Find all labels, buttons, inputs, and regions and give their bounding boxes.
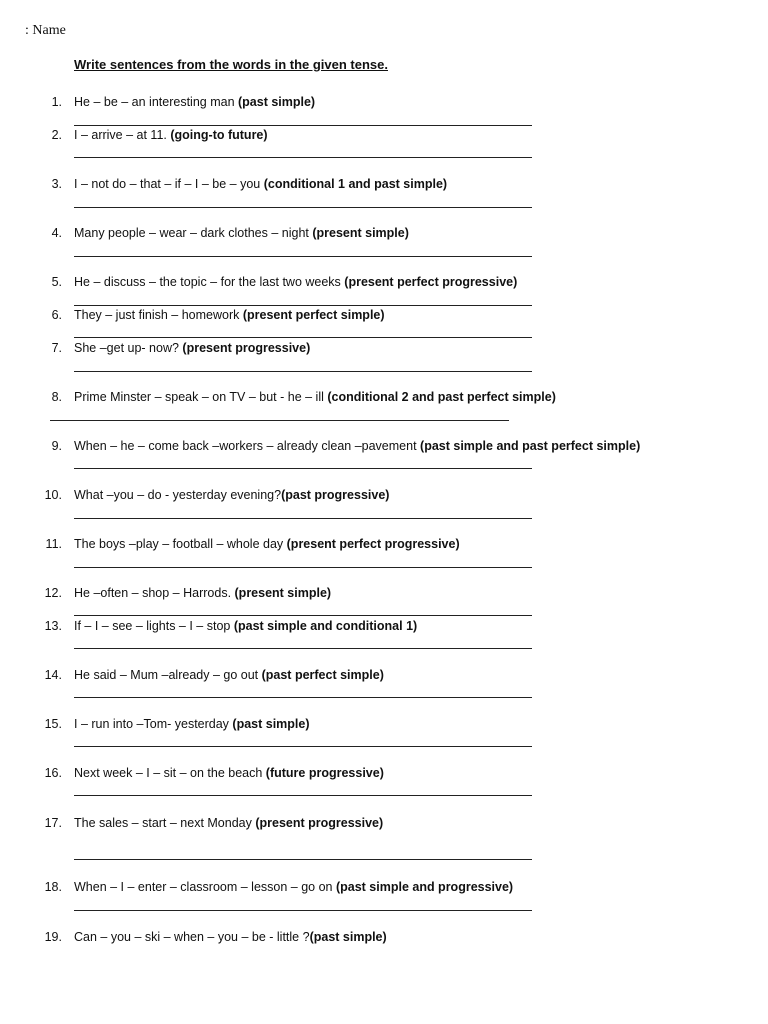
- exercise-tense: (past progressive): [281, 488, 390, 502]
- exercise-tense: (conditional 1 and past simple): [263, 177, 448, 191]
- exercise-number: 16.: [44, 766, 62, 780]
- answer-line[interactable]: [74, 615, 532, 616]
- answer-line[interactable]: [74, 518, 532, 519]
- exercise-words: Next week – I – sit – on the beach: [74, 766, 266, 780]
- worksheet-title: Write sentences from the words in the given tense.: [74, 57, 388, 72]
- answer-line[interactable]: [74, 371, 532, 372]
- exercise-prompt: [74, 439, 640, 453]
- answer-line[interactable]: [74, 648, 532, 649]
- exercise-tense: (conditional 2 and past perfect simple): [327, 390, 556, 404]
- exercise-tense: (past simple): [232, 717, 310, 731]
- exercise-words: What –you – do - yesterday evening?: [74, 488, 282, 502]
- answer-line[interactable]: [74, 157, 532, 158]
- exercise-number: 18.: [44, 880, 62, 894]
- answer-line[interactable]: [74, 697, 532, 698]
- exercise-words: Prime Minster – speak – on TV – but - he – ill: [74, 390, 328, 404]
- exercise-tense: (present progressive): [255, 816, 384, 830]
- exercise-words: When – I – enter – classroom – lesson – go on: [74, 880, 336, 894]
- exercise-tense: (present simple): [234, 586, 332, 600]
- exercise-words: He –often – shop – Harrods.: [74, 586, 235, 600]
- answer-line[interactable]: [74, 207, 532, 208]
- exercise-words: Can – you – ski – when – you – be - little ?: [74, 930, 310, 944]
- exercise-number: 5.: [51, 275, 62, 289]
- exercise-prompt: [74, 488, 389, 502]
- answer-line[interactable]: [74, 910, 532, 911]
- exercise-prompt: [74, 586, 331, 600]
- answer-line[interactable]: [74, 859, 532, 860]
- exercise-prompt: [74, 128, 268, 142]
- exercise-number: 17.: [44, 816, 62, 830]
- answer-line[interactable]: [74, 256, 532, 257]
- exercise-words: The sales – start – next Monday: [74, 816, 256, 830]
- exercise-number: 13.: [44, 619, 62, 633]
- exercise-number: 12.: [44, 586, 62, 600]
- exercise-number: 6.: [51, 308, 62, 322]
- exercise-tense: (present progressive): [182, 341, 311, 355]
- exercise-tense: (going-to future): [170, 128, 268, 142]
- exercise-words: Many people – wear – dark clothes – night: [74, 226, 313, 240]
- exercise-words: They – just finish – homework: [74, 308, 243, 322]
- exercise-prompt: [74, 930, 387, 944]
- exercise-words: I – run into –Tom- yesterday: [74, 717, 233, 731]
- exercise-number: 8.: [51, 390, 62, 404]
- exercise-tense: (future progressive): [265, 766, 384, 780]
- answer-line[interactable]: [50, 420, 509, 421]
- exercise-tense: (past simple and past perfect simple): [420, 439, 641, 453]
- exercise-number: 9.: [51, 439, 62, 453]
- exercise-prompt: [74, 619, 417, 633]
- name-label: : Name: [25, 23, 66, 38]
- exercise-number: 3.: [51, 177, 62, 191]
- answer-line[interactable]: [74, 305, 532, 306]
- exercise-number: 1.: [51, 95, 62, 109]
- answer-line[interactable]: [74, 746, 532, 747]
- exercise-number: 11.: [45, 537, 62, 551]
- exercise-tense: (present perfect simple): [242, 308, 385, 322]
- exercise-prompt: [74, 95, 315, 109]
- exercise-number: 15.: [44, 717, 62, 731]
- exercise-number: 2.: [51, 128, 62, 142]
- exercise-tense: (present perfect progressive): [286, 537, 460, 551]
- exercise-prompt: [74, 390, 556, 404]
- exercise-prompt: [74, 226, 409, 240]
- exercise-tense: (past simple): [238, 95, 316, 109]
- exercise-prompt: [74, 275, 517, 289]
- answer-line[interactable]: [74, 567, 532, 568]
- exercise-tense: (present perfect progressive): [344, 275, 518, 289]
- exercise-prompt: [74, 668, 384, 682]
- exercise-words: I – not do – that – if – I – be – you: [74, 177, 264, 191]
- exercise-number: 10.: [44, 488, 62, 502]
- exercise-number: 4.: [51, 226, 62, 240]
- answer-line[interactable]: [74, 125, 532, 126]
- exercise-prompt: [74, 717, 310, 731]
- exercise-tense: (past simple): [309, 930, 387, 944]
- exercise-words: He said – Mum –already – go out: [74, 668, 262, 682]
- exercise-prompt: [74, 308, 385, 322]
- exercise-words: If – I – see – lights – I – stop: [74, 619, 234, 633]
- exercise-prompt: [74, 766, 384, 780]
- answer-line[interactable]: [74, 337, 532, 338]
- exercise-words: When – he – come back –workers – already clean –pavement: [74, 439, 421, 453]
- exercise-words: He – discuss – the topic – for the last two weeks: [74, 275, 345, 289]
- exercise-number: 19.: [44, 930, 62, 944]
- answer-line[interactable]: [74, 468, 532, 469]
- exercise-words: The boys –play – football – whole day: [74, 537, 287, 551]
- exercise-tense: (past simple and conditional 1): [233, 619, 418, 633]
- exercise-prompt: [74, 816, 383, 830]
- exercise-words: I – arrive – at 11.: [74, 128, 171, 142]
- exercise-prompt: [74, 341, 310, 355]
- exercise-number: 14.: [44, 668, 62, 682]
- exercise-words: He – be – an interesting man: [74, 95, 238, 109]
- exercise-prompt: [74, 177, 447, 191]
- exercise-prompt: [74, 537, 460, 551]
- exercise-tense: (past simple and progressive): [335, 880, 514, 894]
- exercise-number: 7.: [51, 341, 62, 355]
- exercise-tense: (present simple): [312, 226, 409, 240]
- exercise-tense: (past perfect simple): [261, 668, 384, 682]
- exercise-prompt: [74, 880, 513, 894]
- exercise-words: She –get up- now?: [74, 341, 183, 355]
- answer-line[interactable]: [74, 795, 532, 796]
